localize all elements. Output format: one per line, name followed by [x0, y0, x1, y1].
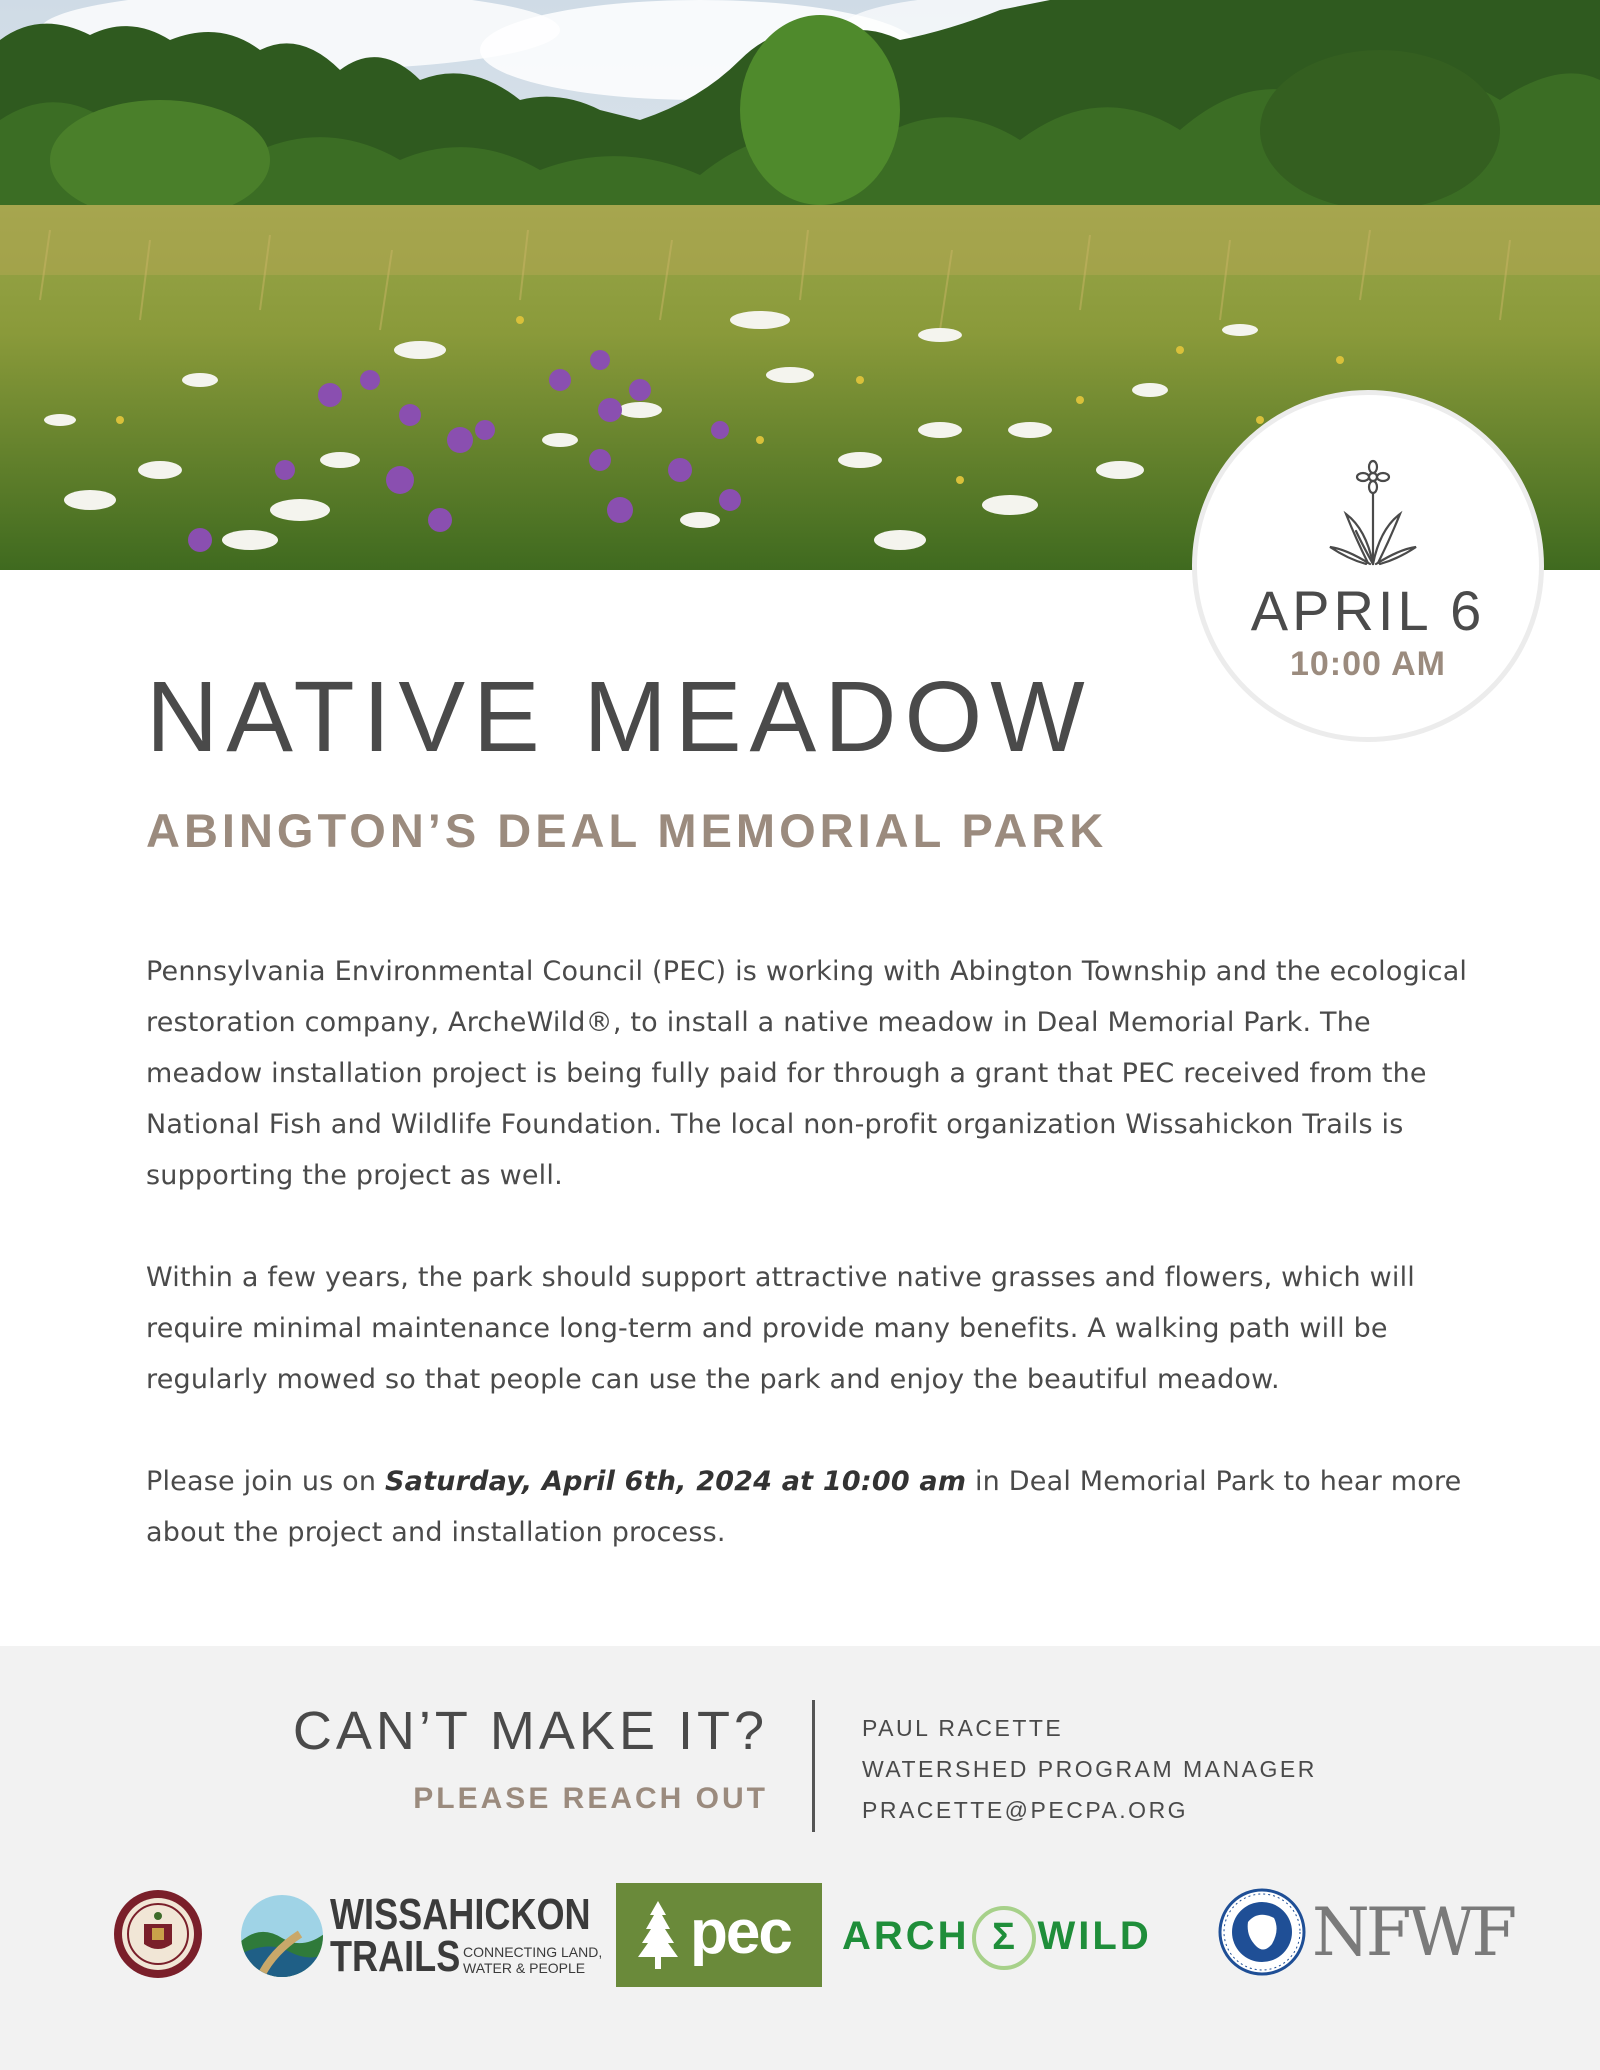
contact-name: PAUL RACETTE: [862, 1715, 1064, 1741]
date-badge: [1192, 390, 1544, 742]
contact-email[interactable]: PRACETTE@PECPA.ORG: [862, 1797, 1189, 1823]
wissahickon-tagline-1: CONNECTING LAND,: [463, 1944, 603, 1960]
event-time: 10:00 AM: [1289, 645, 1447, 683]
contact-title: WATERSHED PROGRAM MANAGER: [862, 1756, 1317, 1782]
description: [146, 946, 1486, 1558]
paragraph-2: Within a few years, the park should support attractive native grasses and flowers, which will require minimal maintenance long-term and provide many benefits. A walking path will be regularly mowed so that people can use the park and enjoy the beautiful meadow.: [146, 1262, 1415, 1395]
archewild-logo: [842, 1906, 1152, 1966]
pec-wordmark: pec: [690, 1898, 791, 1967]
footer: [0, 1646, 1600, 2070]
trails-name: TRAILS: [330, 1932, 461, 1981]
event-datetime-emphasis: Saturday, April 6th, 2024 at 10:00 am: [385, 1466, 967, 1497]
paragraph-1: Pennsylvania Environmental Council (PEC) is working with Abington Township and the ecological restoration company, ArcheWild®, to install a native meadow in Deal Memorial Park. The meadow installation project is being fully paid for through a grant that PEC received from the National Fish and Wildlife Foundation. The local non-profit organization Wissahickon Trails is supporting the project as well.: [146, 956, 1468, 1191]
flower-icon: [1326, 459, 1420, 569]
contact-block: [862, 1708, 1317, 1831]
archewild-right: WILD: [1037, 1914, 1152, 1958]
wissahickon-trails-mark-icon: [240, 1894, 324, 1978]
footer-heading: CAN’T MAKE IT?: [292, 1701, 768, 1761]
wissahickon-trails-logo: [240, 1888, 603, 1984]
nfwf-wordmark: NFWF: [1312, 1894, 1514, 1971]
footer-subheading: PLEASE REACH OUT: [413, 1782, 768, 1815]
page-subtitle: ABINGTON’S DEAL MEMORIAL PARK: [146, 804, 1108, 857]
wissahickon-name: WISSAHICKON: [330, 1890, 591, 1939]
archewild-left: ARCH: [842, 1914, 970, 1958]
footer-divider: [812, 1700, 815, 1832]
paragraph-3: [146, 1456, 1486, 1558]
page-title: NATIVE MEADOW: [146, 661, 1093, 773]
pec-logo: [616, 1883, 822, 1987]
abington-township-seal-logo: [112, 1888, 204, 1980]
event-date: APRIL 6: [1250, 579, 1486, 642]
pine-tree-icon: [636, 1901, 680, 1971]
invite-text-before: Please join us on: [146, 1466, 385, 1497]
archewild-sigma-icon: Σ: [972, 1906, 1036, 1970]
invite-text-after: in Deal Memorial Park to hear more about the project and installation process.: [146, 1466, 1462, 1548]
nfwf-seal-logo: [1218, 1888, 1306, 1976]
wissahickon-tagline-2: WATER & PEOPLE: [463, 1960, 586, 1976]
